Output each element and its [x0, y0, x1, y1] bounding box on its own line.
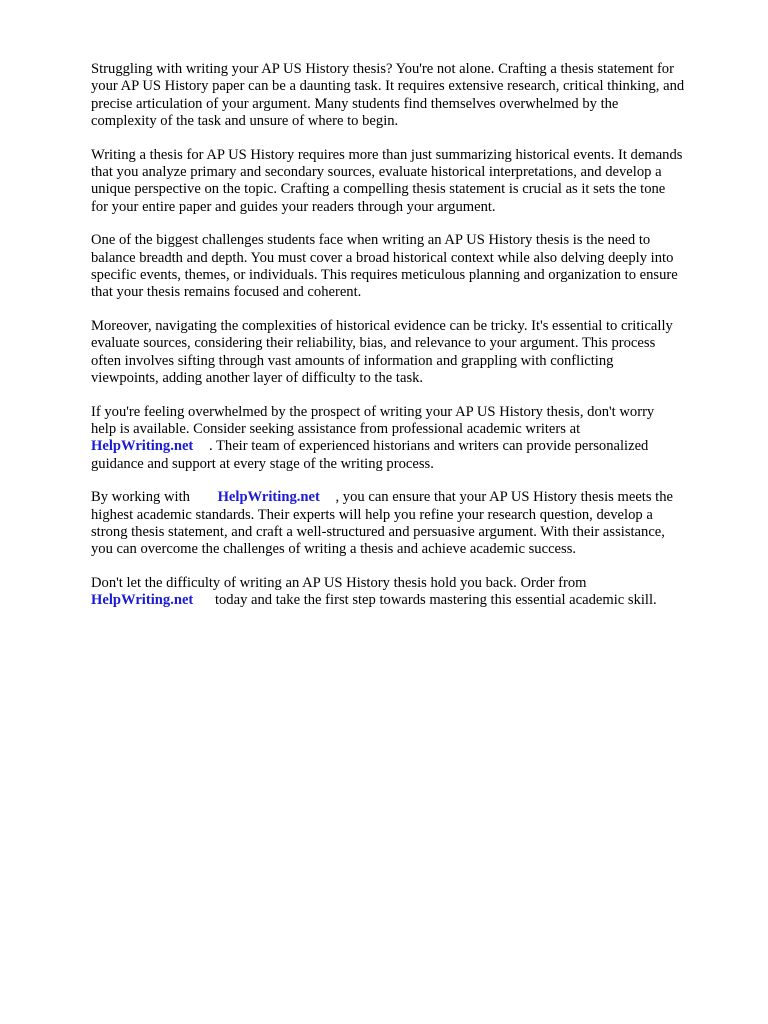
- document-body: [91, 61, 731, 626]
- text-line: balance breadth and depth. You must cover a broad historical context while also delving deeply into: [91, 249, 674, 266]
- text-line: for your entire paper and guides your readers through your argument.: [91, 198, 496, 215]
- text-line: that your thesis remains focused and coherent.: [91, 284, 362, 301]
- text-line: Struggling with writing your AP US History thesis? You're not alone. Crafting a thesis statement for: [91, 61, 674, 77]
- paragraph-4: [91, 318, 731, 388]
- helpwriting-link[interactable]: HelpWriting.net: [91, 592, 194, 609]
- text-line-with-link: [91, 592, 731, 609]
- text-segment: By working with: [91, 489, 194, 506]
- text-line: specific events, themes, or individuals. This requires meticulous planning and organization to ensure: [91, 267, 678, 284]
- text-line: Writing a thesis for AP US History requires more than just summarizing historical events. It demands: [91, 146, 683, 163]
- text-line: strong thesis statement, and craft a well-structured and persuasive argument. With their assistance,: [91, 523, 665, 540]
- text-line: guidance and support at every stage of the writing process.: [91, 455, 434, 472]
- text-line: If you're feeling overwhelmed by the prospect of writing your AP US History thesis, don't worry: [91, 403, 655, 420]
- text-line: precise articulation of your argument. Many students find themselves overwhelmed by the: [91, 95, 619, 112]
- paragraph-1: [91, 61, 731, 131]
- text-line: Moreover, navigating the complexities of historical evidence can be tricky. It's essential to critically: [91, 317, 673, 334]
- paragraph-7: [91, 575, 731, 610]
- text-segment: . Their team of experienced historians and writers can provide personalized: [205, 438, 649, 455]
- text-line: Don't let the difficulty of writing an AP US History thesis hold you back. Order from: [91, 574, 587, 591]
- text-segment: , you can ensure that your AP US History thesis meets the: [331, 489, 674, 506]
- text-line: viewpoints, adding another layer of difficulty to the task.: [91, 370, 424, 387]
- text-line: help is available. Consider seeking assistance from professional academic writers at: [91, 420, 581, 437]
- text-line: One of the biggest challenges students face when writing an AP US History thesis is the need to: [91, 232, 651, 249]
- helpwriting-link[interactable]: HelpWriting.net: [91, 438, 194, 455]
- text-line: unique perspective on the topic. Crafting a compelling thesis statement is crucial as it sets the tone: [91, 181, 666, 198]
- paragraph-5: [91, 404, 731, 474]
- text-line: evaluate sources, considering their reliability, bias, and relevance to your argument. This process: [91, 335, 656, 352]
- text-line-with-link: [91, 489, 731, 506]
- text-line: complexity of the task and unsure of where to begin.: [91, 113, 399, 130]
- text-line: highest academic standards. Their experts will help you refine your research question, develop a: [91, 506, 653, 523]
- paragraph-3: [91, 232, 731, 302]
- helpwriting-link[interactable]: HelpWriting.net: [217, 489, 320, 506]
- paragraph-6: [91, 489, 731, 559]
- text-line: you can overcome the challenges of writing a thesis and achieve academic success.: [91, 541, 577, 558]
- text-segment: today and take the first step towards mastering this essential academic skill.: [211, 592, 657, 609]
- text-line-with-link: [91, 438, 731, 455]
- text-line: often involves sifting through vast amounts of information and grappling with conflicting: [91, 352, 614, 369]
- text-line: that you analyze primary and secondary sources, evaluate historical interpretations, and develop a: [91, 164, 662, 181]
- paragraph-2: [91, 147, 731, 217]
- text-line: your AP US History paper can be a daunting task. It requires extensive research, critical thinking, and: [91, 78, 685, 95]
